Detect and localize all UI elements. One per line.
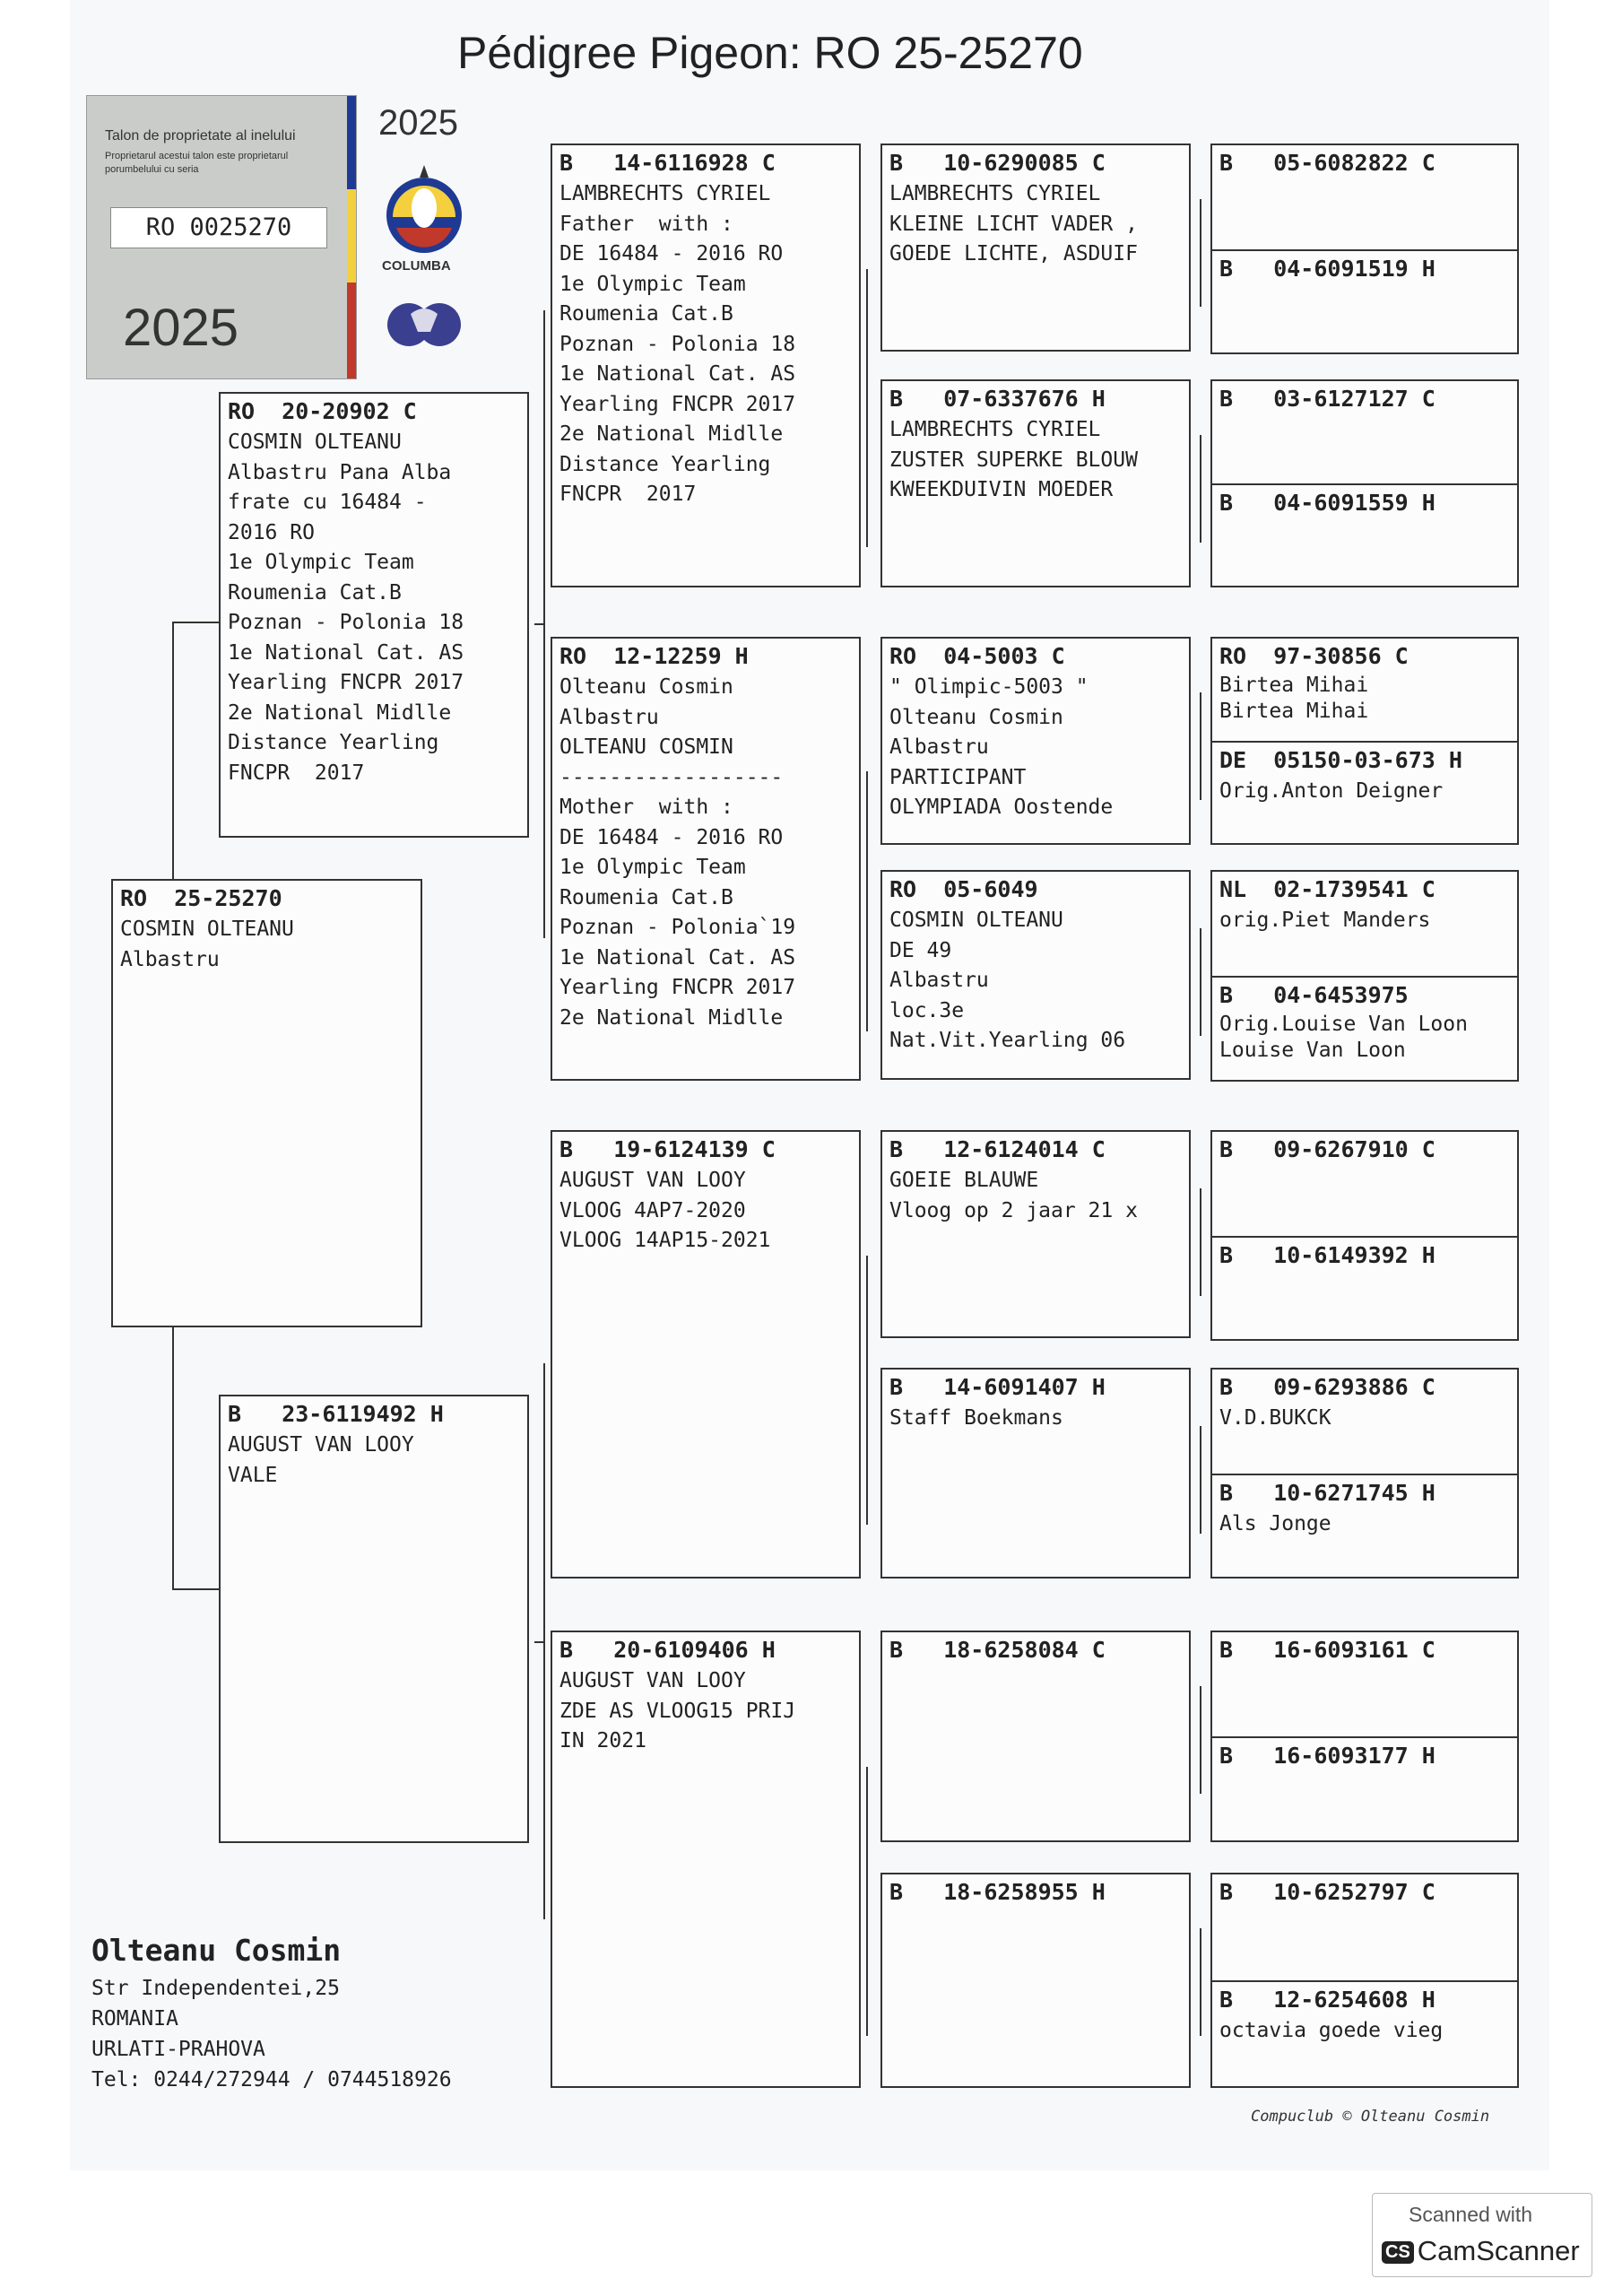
g4-pair-card xyxy=(1210,637,1519,845)
pigeon-line: Albastru xyxy=(559,705,659,729)
pigeon-line: Olteanu Cosmin xyxy=(559,675,733,699)
g4-pair-card xyxy=(1210,1631,1519,1842)
owner-address-block xyxy=(91,1928,452,2095)
g4-pair-card xyxy=(1210,1130,1519,1341)
pigeon-line: Distance Yearling xyxy=(559,452,771,476)
pigeon-ring: RO 12-12259 H xyxy=(559,643,749,669)
talon-heading: Talon de proprietate al inelului xyxy=(105,128,296,144)
pigeon-line: Yearling FNCPR 2017 xyxy=(559,976,796,999)
pigeon-line: Mother with : xyxy=(559,796,733,819)
camscanner-watermark xyxy=(1372,2193,1592,2277)
pigeon-ring: B 07-6337676 H xyxy=(889,386,1106,412)
pigeon-line: Albastru xyxy=(889,735,989,759)
connector-line xyxy=(866,1767,868,2036)
pigeon-ring: B 14-6091407 H xyxy=(889,1374,1106,1400)
grandparent-card xyxy=(551,1130,861,1578)
pigeon-line: Roumenia Cat.B xyxy=(559,885,733,909)
great-grandparent-card xyxy=(880,1130,1191,1338)
pigeon-line: Nat.Vit.Yearling 06 xyxy=(889,1029,1126,1052)
pigeon-line: PARTICIPANT xyxy=(889,765,1027,789)
pigeon-ring: RO 20-20902 C xyxy=(228,398,417,424)
grandparent-card xyxy=(551,144,861,587)
pigeon-line: LAMBRECHTS CYRIEL xyxy=(889,418,1101,441)
pigeon-line: 2016 RO xyxy=(228,520,315,544)
columba-logo-text: COLUMBA xyxy=(382,258,451,274)
grandparent-card xyxy=(551,637,861,1081)
pigeon-ring: B 12-6254608 H xyxy=(1219,1987,1436,2013)
connector-line xyxy=(866,269,868,547)
pigeon-line: Roumenia Cat.B xyxy=(559,302,733,326)
pigeon-line: GOEDE LICHTE, ASDUIF xyxy=(889,242,1138,265)
pigeon-ring: RO 97-30856 C xyxy=(1219,643,1409,669)
software-credit: Compuclub © Olteanu Cosmin xyxy=(1251,2108,1490,2126)
connector-line xyxy=(172,622,219,623)
pigeon-line: 2e National Midlle xyxy=(559,422,784,446)
pigeon-line: DE 16484 - 2016 RO xyxy=(559,242,784,265)
pigeon-line: OLYMPIADA Oostende xyxy=(889,796,1114,819)
pigeon-line: ------------------ xyxy=(559,765,784,789)
pigeon-ring: B 14-6116928 C xyxy=(559,150,776,176)
pigeon-line: 1e Olympic Team xyxy=(228,551,414,574)
subject-pigeon-card xyxy=(111,879,422,1327)
pigeon-line: KLEINE LICHT VADER , xyxy=(889,212,1138,236)
g4-pair-card xyxy=(1210,1873,1519,2088)
pigeon-line: AUGUST VAN LOOY xyxy=(559,1169,746,1192)
pigeon-line: 1e National Cat. AS xyxy=(559,945,796,970)
pigeon-line: Father with : xyxy=(559,212,733,236)
pigeon-line: AUGUST VAN LOOY xyxy=(559,1669,746,1692)
pigeon-line: FNCPR 2017 xyxy=(228,761,365,785)
great-grandparent-card xyxy=(880,870,1191,1080)
camscanner-brand xyxy=(1382,2235,1580,2267)
pigeon-line: Olteanu Cosmin xyxy=(889,705,1063,729)
scanned-with-text: Scanned with xyxy=(1409,2203,1533,2226)
pigeon-line: ZDE AS VLOOG15 PRIJ xyxy=(559,1699,796,1723)
pigeon-line: Albastru Pana Alba xyxy=(228,460,452,484)
pigeon-line: Orig.Anton Deigner xyxy=(1219,779,1444,803)
page-title: Pédigree Pigeon: RO 25-25270 xyxy=(457,28,1083,78)
g4-pair-card xyxy=(1210,144,1519,354)
connector-line xyxy=(1200,928,1201,1036)
pigeon-line: Poznan - Polonia 18 xyxy=(559,332,796,356)
pigeon-line: Als Jonge xyxy=(1219,1511,1331,1535)
great-grandparent-card xyxy=(880,637,1191,845)
dam-card xyxy=(219,1395,529,1843)
pigeon-line: Distance Yearling xyxy=(228,731,439,754)
g4-pair-card xyxy=(1210,1368,1519,1578)
pigeon-ring: RO 05-6049 xyxy=(889,876,1038,902)
pigeon-line: 1e Olympic Team xyxy=(559,272,746,296)
connector-line xyxy=(534,1641,545,1643)
pigeon-ring: B 04-6453975 xyxy=(1219,982,1409,1008)
pigeon-line: COSMIN OLTEANU xyxy=(120,918,294,941)
great-grandparent-card xyxy=(880,1873,1191,2088)
connector-line xyxy=(1200,692,1201,800)
pigeon-line: AUGUST VAN LOOY xyxy=(228,1433,414,1457)
great-grandparent-card xyxy=(880,144,1191,352)
pigeon-line: Staff Boekmans xyxy=(889,1406,1063,1430)
great-grandparent-card xyxy=(880,1631,1191,1842)
pigeon-ring: B 10-6271745 H xyxy=(1219,1479,1436,1506)
pigeon-line: 2e National Midlle xyxy=(559,1005,784,1030)
pigeon-line: IN 2021 xyxy=(559,1729,646,1752)
badge-year: 2025 xyxy=(378,103,458,143)
connector-line xyxy=(1200,1188,1201,1296)
g4-pair-card xyxy=(1210,379,1519,587)
pigeon-line: ZUSTER SUPERKE BLOUW xyxy=(889,448,1138,472)
pigeon-line: frate cu 16484 - xyxy=(228,491,427,514)
pigeon-line: " Olimpic-5003 " xyxy=(889,675,1089,699)
pigeon-line: Yearling FNCPR 2017 xyxy=(228,671,464,694)
pigeon-ring: B 16-6093177 H xyxy=(1219,1743,1436,1769)
talon-year: 2025 xyxy=(123,299,239,357)
pigeon-line: DE 49 xyxy=(889,938,952,962)
club-logo-icon xyxy=(384,296,464,350)
sire-card xyxy=(219,392,529,838)
owner-phone: Tel: 0244/272944 / 0744518926 xyxy=(91,2068,452,2092)
g4-pair-card xyxy=(1210,870,1519,1082)
pigeon-ring: B 10-6149392 H xyxy=(1219,1241,1436,1268)
pigeon-line: 1e Olympic Team xyxy=(559,856,746,879)
connector-line xyxy=(866,771,868,1031)
pigeon-line: 1e National Cat. AS xyxy=(559,362,796,386)
pigeon-ring: B 04-6091519 H xyxy=(1219,255,1436,282)
connector-line xyxy=(172,1588,219,1590)
pigeon-line: KWEEKDUIVIN MOEDER xyxy=(889,478,1114,501)
pigeon-ring: B 19-6124139 C xyxy=(559,1136,776,1162)
pigeon-ring: B 18-6258084 C xyxy=(889,1637,1106,1663)
pigeon-line: orig.Piet Manders xyxy=(1219,909,1431,932)
pigeon-line: Albastru xyxy=(120,947,220,971)
pigeon-line: VLOOG 14AP15-2021 xyxy=(559,1229,771,1252)
pigeon-line: Roumenia Cat.B xyxy=(228,580,402,604)
connector-line xyxy=(1200,199,1201,307)
pigeon-line: Louise Van Loon xyxy=(1219,1039,1406,1062)
pigeon-line: 2e National Midlle xyxy=(228,700,452,725)
pigeon-ring: B 23-6119492 H xyxy=(228,1401,444,1427)
owner-city: URLATI-PRAHOVA xyxy=(91,2038,265,2061)
pigeon-ring: NL 02-1739541 C xyxy=(1219,876,1436,902)
pigeon-ring: B 16-6093161 C xyxy=(1219,1637,1436,1663)
pigeon-ring: B 10-6290085 C xyxy=(889,150,1106,176)
talon-subtext: Proprietarul acestui talon este proprietarul porumbelului cu seria xyxy=(105,151,289,175)
pigeon-line: Albastru xyxy=(889,969,989,992)
pigeon-line: loc.3e xyxy=(889,998,965,1022)
pigeon-ring: B 18-6258955 H xyxy=(889,1879,1106,1905)
pigeon-ring: B 04-6091559 H xyxy=(1219,490,1436,516)
pigeon-line: Vloog op 2 jaar 21 x xyxy=(889,1198,1138,1222)
pigeon-line: DE 16484 - 2016 RO xyxy=(559,825,784,849)
pigeon-ring: B 09-6267910 C xyxy=(1219,1136,1436,1162)
connector-line xyxy=(1200,1928,1201,2036)
tricolor-stripe xyxy=(347,96,356,378)
pigeon-line: Yearling FNCPR 2017 xyxy=(559,392,796,416)
pigeon-line: GOEIE BLAUWE xyxy=(889,1169,1039,1192)
pigeon-line: Birtea Mihai xyxy=(1219,700,1369,723)
pigeon-line: VALE xyxy=(228,1463,278,1487)
connector-line xyxy=(1200,1426,1201,1534)
pigeon-ring: B 03-6127127 C xyxy=(1219,386,1436,412)
columba-logo-icon xyxy=(384,161,464,258)
pigeon-ring: B 20-6109406 H xyxy=(559,1637,776,1663)
pigeon-line: LAMBRECHTS CYRIEL xyxy=(889,182,1101,205)
pigeon-ring: DE 05150-03-673 H xyxy=(1219,747,1462,773)
pigeon-line: LAMBRECHTS CYRIEL xyxy=(559,182,771,205)
pigeon-line: 1e National Cat. AS xyxy=(228,640,464,665)
owner-street: Str Independentei,25 xyxy=(91,1977,340,2000)
connector-line xyxy=(1200,435,1201,543)
grandparent-card xyxy=(551,1631,861,2088)
pigeon-ring: B 12-6124014 C xyxy=(889,1136,1106,1162)
pigeon-line: Poznan - Polonia 18 xyxy=(228,611,464,634)
pigeon-line: COSMIN OLTEANU xyxy=(889,909,1063,932)
pigeon-ring: B 05-6082822 C xyxy=(1219,150,1436,176)
owner-name: Olteanu Cosmin xyxy=(91,1933,342,1968)
connector-line xyxy=(534,623,545,625)
connector-line xyxy=(866,1256,868,1525)
pigeon-ring: B 10-6252797 C xyxy=(1219,1879,1436,1905)
pigeon-ring: RO 25-25270 xyxy=(120,885,282,911)
great-grandparent-card xyxy=(880,379,1191,587)
connector-line xyxy=(1200,1686,1201,1794)
pigeon-line: V.D.BUKCK xyxy=(1219,1406,1331,1430)
pigeon-line: VLOOG 4AP7-2020 xyxy=(559,1198,746,1222)
pigeon-ring: RO 04-5003 C xyxy=(889,643,1065,669)
camscanner-logo-icon: CS xyxy=(1382,2241,1414,2264)
talon-ring-number: RO 0025270 xyxy=(110,207,327,248)
owner-country: ROMANIA xyxy=(91,2007,178,2031)
pigeon-line: OLTEANU COSMIN xyxy=(559,735,733,759)
pigeon-ring: B 09-6293886 C xyxy=(1219,1374,1436,1400)
camscanner-brand-text: CamScanner xyxy=(1417,2235,1580,2266)
pigeon-line: COSMIN OLTEANU xyxy=(228,430,402,454)
ring-talon-card xyxy=(86,95,357,379)
pigeon-line: FNCPR 2017 xyxy=(559,483,697,506)
pigeon-line: Birtea Mihai xyxy=(1219,674,1369,697)
pigeon-line: Orig.Louise Van Loon xyxy=(1219,1013,1468,1036)
great-grandparent-card xyxy=(880,1368,1191,1578)
pigeon-line: octavia goede vieg xyxy=(1219,2019,1444,2042)
pigeon-line: Poznan - Polonia`19 xyxy=(559,916,796,939)
